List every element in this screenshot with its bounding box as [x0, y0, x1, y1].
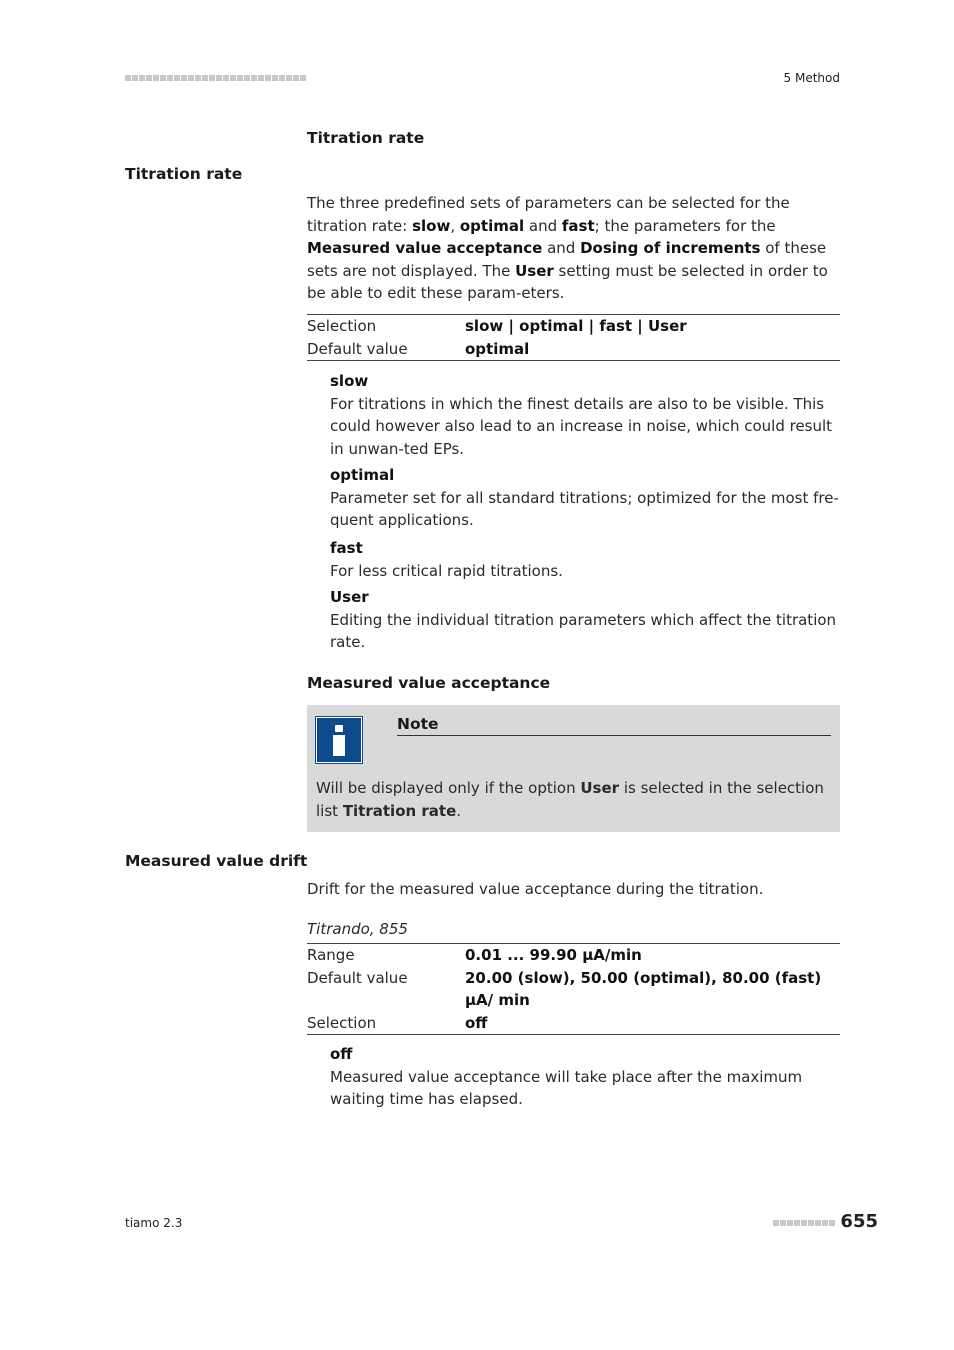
table-row	[307, 967, 840, 1012]
note-text: Will be displayed only if the option User is selected in the selection list Titration rate.	[316, 779, 824, 820]
table-row	[307, 944, 840, 967]
default-value: optimal	[465, 339, 530, 358]
titration-rate-heading: Titration rate	[307, 129, 425, 147]
titration-rate-table	[307, 314, 840, 361]
option-slow: slow For titrations in which the finest details are also to be visible. This could however also lead to an increase in noise, which could result in unwan-ted EPs.	[330, 372, 833, 458]
range-label: Range	[307, 946, 355, 964]
measured-value-drift-table	[307, 943, 840, 1035]
default-label: Default value	[307, 339, 408, 358]
selection-label: Selection	[307, 1013, 377, 1032]
selection-value: slow | optimal | fast | User	[465, 317, 687, 335]
titration-rate-intro: The three predefined sets of parameters can be selected for the titration rate: slow, optimal and fast; the parameters for the Measured value acceptance and Dosing of increments of these sets are not displayed. The User setting must be selected in order to be able to edit these param-eters.	[307, 194, 828, 302]
note-title: Note	[397, 715, 831, 736]
measured-value-drift-desc: Drift for the measured value acceptance during the titration.	[307, 880, 764, 898]
measured-value-drift-side-label: Measured value drift	[125, 852, 308, 870]
range-value: 0.01 ... 99.90 µA/min	[465, 946, 642, 964]
info-icon	[316, 717, 362, 763]
footer-decoration	[773, 1220, 835, 1226]
default-label: Default value	[307, 968, 408, 987]
measured-value-acceptance-heading: Measured value acceptance	[307, 674, 551, 692]
table-row	[307, 315, 840, 338]
titration-rate-side-label: Titration rate	[125, 165, 243, 183]
note-box	[307, 705, 840, 832]
header-decoration	[125, 75, 306, 81]
table-row	[307, 1012, 840, 1035]
selection-label: Selection	[307, 317, 377, 335]
table-row	[307, 338, 840, 361]
page-number: 655	[840, 1211, 878, 1232]
header-section: 5 Method	[783, 71, 840, 85]
option-user: User Editing the individual titration parameters which affect the titration rate.	[330, 588, 837, 651]
selection-value: off	[465, 1013, 488, 1032]
option-off: off Measured value acceptance will take place after the maximum waiting time has elapsed.	[330, 1045, 803, 1108]
footer-product: tiamo 2.3	[125, 1216, 183, 1230]
default-value: 20.00 (slow), 50.00 (optimal), 80.00 (fast) µA/ min	[465, 968, 822, 1009]
option-optimal: optimal Parameter set for all standard titrations; optimized for the most fre-quent applications.	[330, 466, 839, 529]
option-fast: fast For less critical rapid titrations.	[330, 539, 563, 580]
device-caption: Titrando, 855	[307, 920, 408, 938]
